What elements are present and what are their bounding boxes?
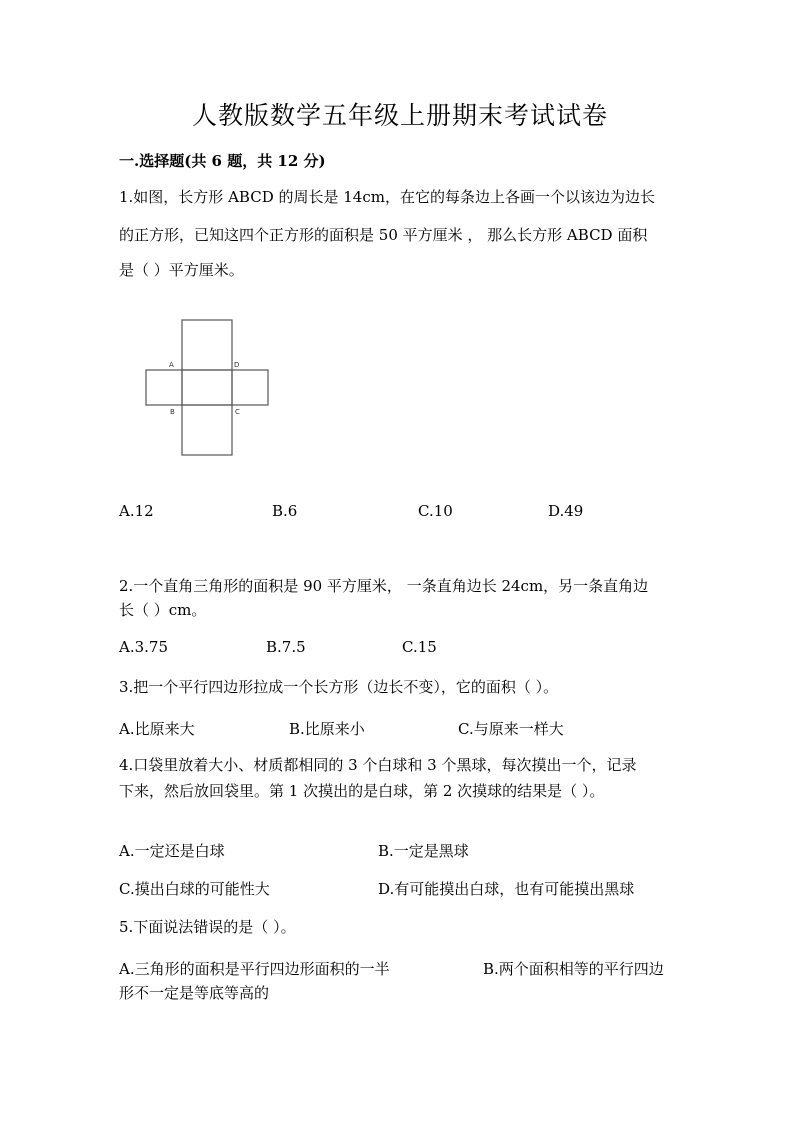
rectangle-abcd	[182, 370, 232, 405]
q2-option-a[interactable]: A.3.75	[119, 638, 168, 656]
q3-option-b[interactable]: B.比原来小	[289, 720, 365, 738]
left-square	[146, 370, 182, 405]
q2-option-c[interactable]: C.15	[402, 638, 437, 656]
q4-option-d[interactable]: D.有可能摸出白球，也有可能摸出黑球	[378, 880, 635, 898]
top-square	[182, 320, 232, 370]
q5-option-a[interactable]: A.三角形的面积是平行四边形面积的一半	[119, 960, 390, 978]
q5-option-b[interactable]: B.两个面积相等的平行四边	[483, 960, 664, 978]
q3-option-a[interactable]: A.比原来大	[119, 720, 195, 738]
q4-option-c[interactable]: C.摸出白球的可能性大	[119, 880, 270, 898]
right-square	[232, 370, 268, 405]
question-1-line-3: 是（ ）平方厘米。	[119, 261, 244, 279]
question-2-line-2: 长（ ）cm。	[119, 601, 207, 619]
page-title: 人教版数学五年级上册期末考试试卷	[191, 101, 608, 130]
bottom-square	[182, 405, 232, 455]
question-4-line-2: 下来，然后放回袋里。第 1 次摸出的是白球，第 2 次摸球的结果是（ ）。	[119, 782, 605, 800]
q4-option-b[interactable]: B.一定是黑球	[378, 842, 469, 860]
q2-option-b[interactable]: B.7.5	[266, 638, 306, 656]
question-5-line-1: 5.下面说法错误的是（ ）。	[119, 918, 296, 936]
label-c: C	[235, 408, 240, 416]
question-3-line-1: 3.把一个平行四边形拉成一个长方形（边长不变），它的面积（ ）。	[119, 678, 559, 696]
q1-option-a[interactable]: A.12	[119, 502, 154, 520]
label-d: D	[234, 361, 240, 369]
q4-option-a[interactable]: A.一定还是白球	[119, 842, 225, 860]
question-2-line-1: 2.一个直角三角形的面积是 90 平方厘米， 一条直角边长 24cm，另一条直角边	[119, 577, 649, 595]
section-heading: 一.选择题(共 6 题，共 12 分)	[119, 152, 326, 170]
cross-squares-figure	[138, 312, 278, 462]
q1-option-d[interactable]: D.49	[548, 502, 584, 520]
label-a: A	[169, 361, 174, 369]
q5-option-b-continued: 形不一定是等底等高的	[119, 984, 270, 1002]
label-b: B	[170, 408, 175, 416]
q3-option-c[interactable]: C.与原来一样大	[458, 720, 564, 738]
q1-option-c[interactable]: C.10	[418, 502, 453, 520]
q1-option-b[interactable]: B.6	[272, 502, 298, 520]
question-1-line-1: 1.如图，长方形 ABCD 的周长是 14cm，在它的每条边上各画一个以该边为边长	[119, 188, 655, 206]
question-1-line-2: 的正方形，已知这四个正方形的面积是 50 平方厘米 ， 那么长方形 ABCD 面积	[119, 226, 648, 244]
question-4-line-1: 4.口袋里放着大小、材质都相同的 3 个白球和 3 个黑球，每次摸出一个，记录	[119, 756, 637, 774]
